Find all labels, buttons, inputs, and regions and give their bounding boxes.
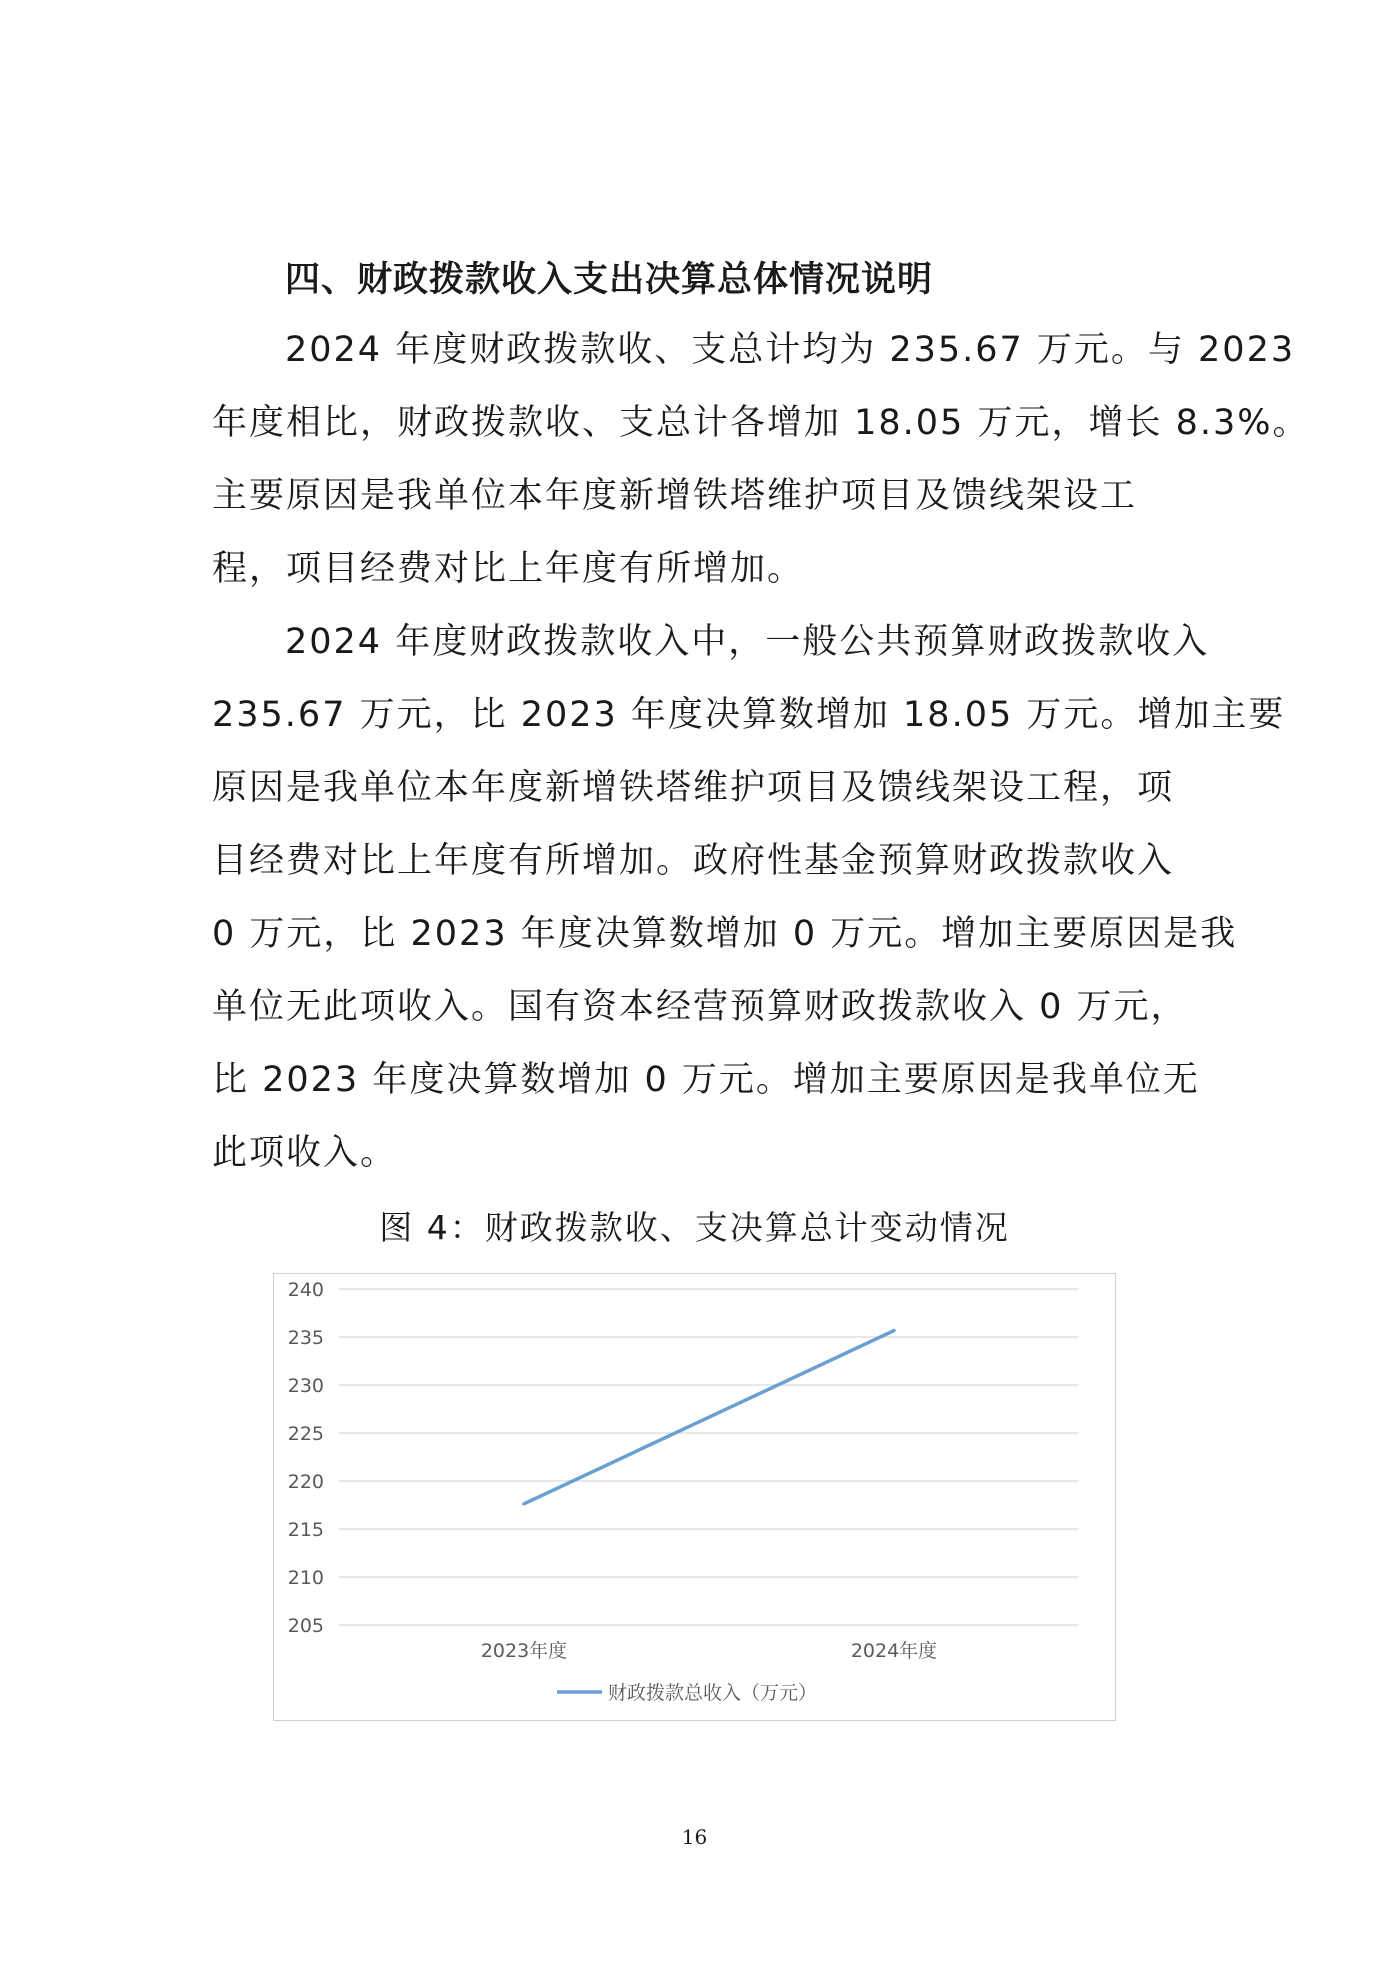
y-tick-label: 215 <box>287 1519 324 1541</box>
paragraph-line: 2024 年度财政拨款收、支总计均为 235.67 万元。与 2023 <box>285 330 1296 370</box>
paragraph-line: 比 2023 年度决算数增加 0 万元。增加主要原因是我单位无 <box>212 1060 1200 1100</box>
y-tick-label: 205 <box>287 1615 324 1637</box>
paragraph-line: 主要原因是我单位本年度新增铁塔维护项目及馈线架设工 <box>212 476 1138 516</box>
line-chart-svg <box>274 1274 1114 1719</box>
paragraph-line: 2024 年度财政拨款收入中，一般公共预算财政拨款收入 <box>285 622 1210 662</box>
paragraph-line: 原因是我单位本年度新增铁塔维护项目及馈线架设工程，项 <box>212 768 1175 808</box>
section-heading: 四、财政拨款收入支出决算总体情况说明 <box>285 260 934 300</box>
figure-caption: 图 4：财政拨款收、支决算总计变动情况 <box>379 1208 1010 1247</box>
paragraph-line: 单位无此项收入。国有资本经营预算财政拨款收入 0 万元， <box>212 987 1188 1027</box>
legend-label: 财政拨款总收入（万元） <box>608 1682 818 1704</box>
y-tick-label: 230 <box>287 1375 324 1397</box>
y-tick-label: 240 <box>287 1279 324 1301</box>
line-chart <box>273 1273 1116 1721</box>
series-line <box>524 1331 894 1504</box>
x-tick-label: 2023年度 <box>480 1640 568 1662</box>
paragraph-line: 此项收入。 <box>212 1133 398 1173</box>
paragraph-line: 年度相比，财政拨款收、支总计各增加 18.05 万元，增长 8.3%。 <box>212 403 1310 443</box>
y-tick-label: 210 <box>287 1567 324 1589</box>
paragraph-line: 目经费对比上年度有所增加。政府性基金预算财政拨款收入 <box>212 841 1175 881</box>
y-tick-label: 220 <box>287 1471 324 1493</box>
paragraph-line: 程，项目经费对比上年度有所增加。 <box>212 549 805 589</box>
y-tick-label: 225 <box>287 1423 324 1445</box>
x-tick-label: 2024年度 <box>850 1640 938 1662</box>
y-tick-label: 235 <box>287 1327 324 1349</box>
paragraph-line: 0 万元，比 2023 年度决算数增加 0 万元。增加主要原因是我 <box>212 914 1238 954</box>
paragraph-line: 235.67 万元，比 2023 年度决算数增加 18.05 万元。增加主要 <box>212 695 1286 735</box>
page-number: 16 <box>681 1825 708 1849</box>
